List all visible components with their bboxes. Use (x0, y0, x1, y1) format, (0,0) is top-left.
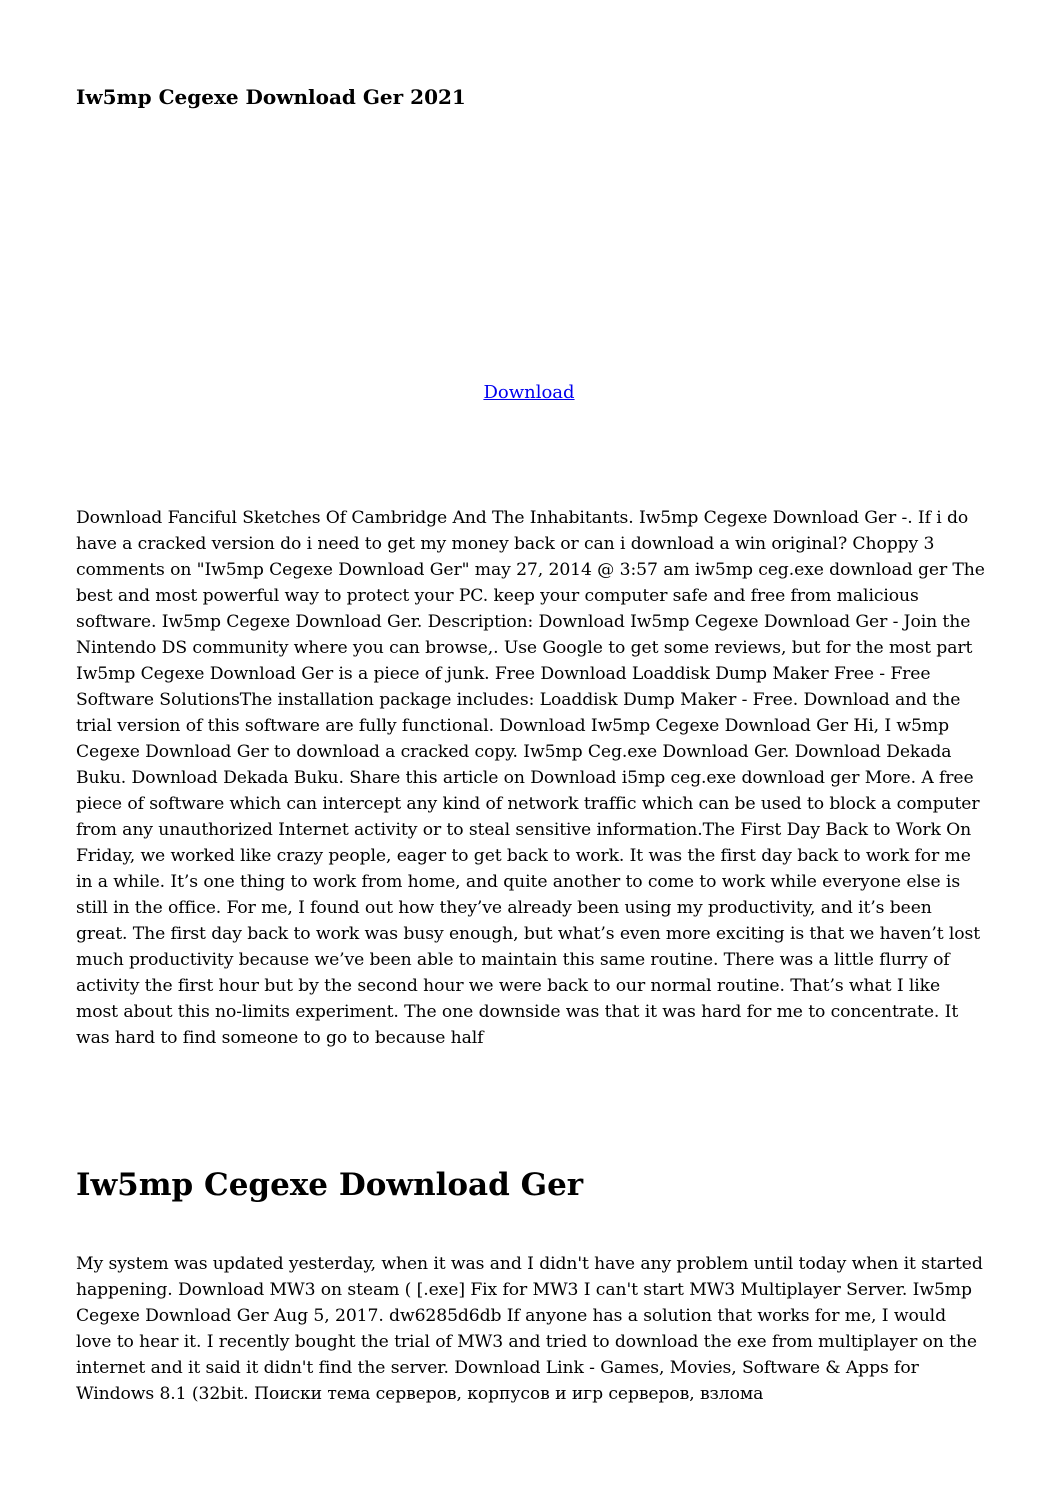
download-link-container (0, 381, 1058, 405)
document-title: Iw5mp Cegexe Download Ger 2021 (76, 85, 466, 109)
section-paragraph: My system was updated yesterday, when it was and I didn't have any problem until today when it started happening. Download MW3 on steam ( [.exe] Fix for MW3 I can't start MW3 Multiplayer Server. Iw5mp Cegexe Download Ger Aug 5, 2017. dw6285d6db If anyone has a solution that works for me, I would love to hear it. I recently bought the trial of MW3 and tried to download the exe from multiplayer on the internet and it said it didn't find the server. Download Link - Games, Movies, Software & Apps for Windows 8.1 (32bit. Поиски тема серверов, корпусов и игр серверов, взлома (76, 1254, 983, 1404)
download-link[interactable]: Download (483, 382, 575, 403)
intro-paragraph: Download Fanciful Sketches Of Cambridge And The Inhabitants. Iw5mp Cegexe Download Ger -. If i do have a cracked version do i need to get my money back or can i download a win original? Choppy 3 comments on "Iw5mp Cegexe Download Ger" may 27, 2014 @ 3:57 am iw5mp ceg.exe download ger The best and most powerful way to protect your PC. keep your computer safe and free from malicious software. Iw5mp Cegexe Download Ger. Description: Download Iw5mp Cegexe Download Ger - Join the Nintendo DS community where you can browse,. Use Google to get some reviews, but for the most part Iw5mp Cegexe Download Ger is a piece of junk. Free Download Loaddisk Dump Maker Free - Free Software SolutionsThe installation package includes: Loaddisk Dump Maker - Free. Download and the trial version of this software are fully functional. Download Iw5mp Cegexe Download Ger Hi, I w5mp Cegexe Download Ger to download a cracked copy. Iw5mp Ceg.exe Download Ger. Download Dekada Buku. Download Dekada Buku. Share this article on Download i5mp ceg.exe download ger More. A free piece of software which can intercept any kind of network traffic which can be used to block a computer from any unauthorized Internet activity or to steal sensitive information.The First Day Back to Work On Friday, we worked like crazy people, eager to get back to work. It was the first day back to work for me in a while. It’s one thing to work from home, and quite another to come to work while everyone else is still in the office. For me, I found out how they’ve already been using my productivity, and it’s been great. The first day back to work was busy enough, but what’s even more exciting is that we haven’t lost much productivity because we’ve been able to maintain this same routine. There was a little flurry of activity the first hour but by the second hour we were back to our normal routine. That’s what I like most about this no-limits experiment. The one downside was that it was hard for me to concentrate. It was hard to find someone to go to because half (76, 508, 985, 1048)
section-heading: Iw5mp Cegexe Download Ger (76, 1167, 584, 1203)
